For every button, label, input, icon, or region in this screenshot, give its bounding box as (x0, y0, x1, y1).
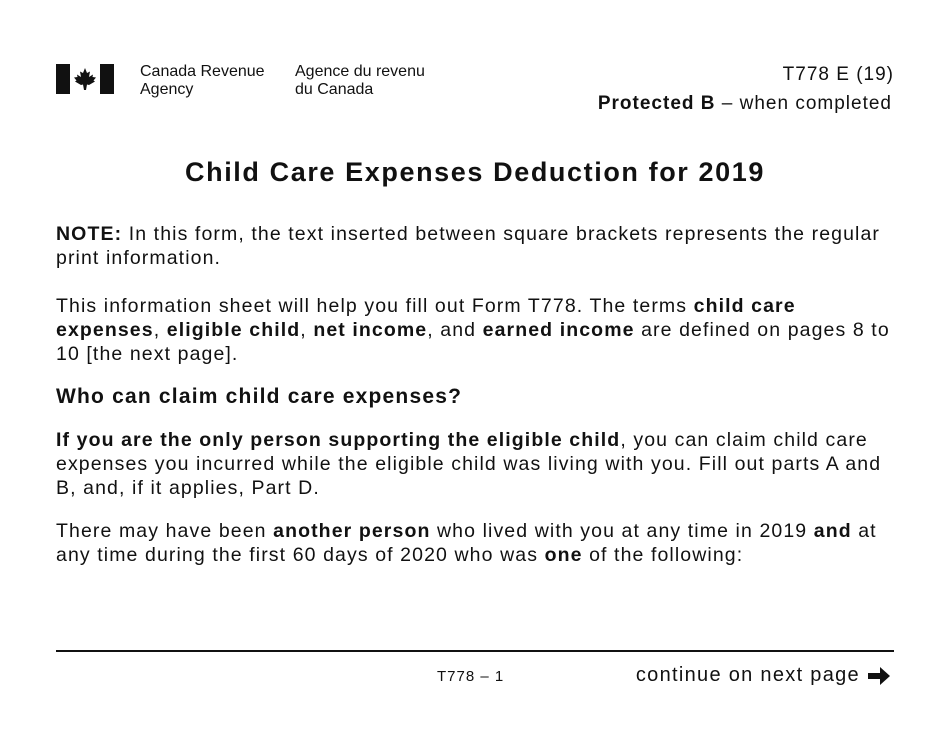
agency-name-english-line2: Agency (140, 81, 194, 98)
agency-name-english (140, 63, 265, 99)
another-text-3: at any time during the first 60 days of 2020 who was (56, 520, 877, 566)
protected-label: Protected B (597, 93, 716, 114)
another-person-paragraph (56, 519, 896, 567)
info-text-4: , and (427, 319, 483, 341)
form-number: T778 E (19) (782, 64, 894, 85)
only-person-emphasis: If you are the only person supporting the eligible child (56, 429, 621, 451)
info-text-1: This information sheet will help you fill out Form T778. The terms (56, 295, 694, 317)
section-heading: Who can claim child care expenses? (56, 385, 463, 408)
term-earned-income: earned income (482, 319, 635, 341)
continue-label: continue on next page (635, 664, 860, 686)
another-text-4: of the following: (582, 544, 744, 566)
agency-name-english-line1: Canada Revenue (140, 63, 265, 80)
page-title: Child Care Expenses Deduction for 2019 (185, 157, 765, 187)
info-paragraph (56, 294, 896, 366)
info-text-5: are defined on pages 8 to 10 [the next page]. (56, 319, 890, 365)
agency-name-french (295, 63, 425, 99)
another-person-emphasis: another person (273, 520, 431, 542)
note-paragraph (56, 222, 896, 270)
term-net-income: net income (313, 319, 428, 341)
note-label: NOTE: (56, 223, 123, 245)
another-text-1: There may have been (56, 520, 274, 542)
continue-next-page-link[interactable] (636, 664, 892, 687)
another-text-2: who lived with you at any time in 2019 (430, 520, 814, 542)
arrow-right-icon (866, 665, 892, 687)
info-text-3: , (300, 319, 314, 341)
agency-name-french-line2: du Canada (295, 81, 374, 98)
page-number: T778 – 1 (437, 668, 505, 685)
term-child-care-expenses: child care expenses (56, 295, 796, 341)
only-person-text: , you can claim child care expenses you incurred while the eligible child was living with you. Fill out parts A and B, and, if it applies, Part D. (56, 429, 882, 499)
protected-suffix: – when completed (715, 93, 892, 114)
and-emphasis: and (813, 520, 852, 542)
info-text-2: , (153, 319, 167, 341)
agency-name-french-line1: Agence du revenu (295, 63, 425, 80)
protected-notice (598, 93, 892, 115)
canada-flag-logo (56, 64, 114, 94)
one-emphasis: one (544, 544, 583, 566)
note-text: In this form, the text inserted between square brackets represents the regular print information. (56, 223, 881, 269)
term-eligible-child: eligible child (166, 319, 301, 341)
only-person-paragraph (56, 428, 896, 500)
footer-divider (56, 650, 894, 652)
